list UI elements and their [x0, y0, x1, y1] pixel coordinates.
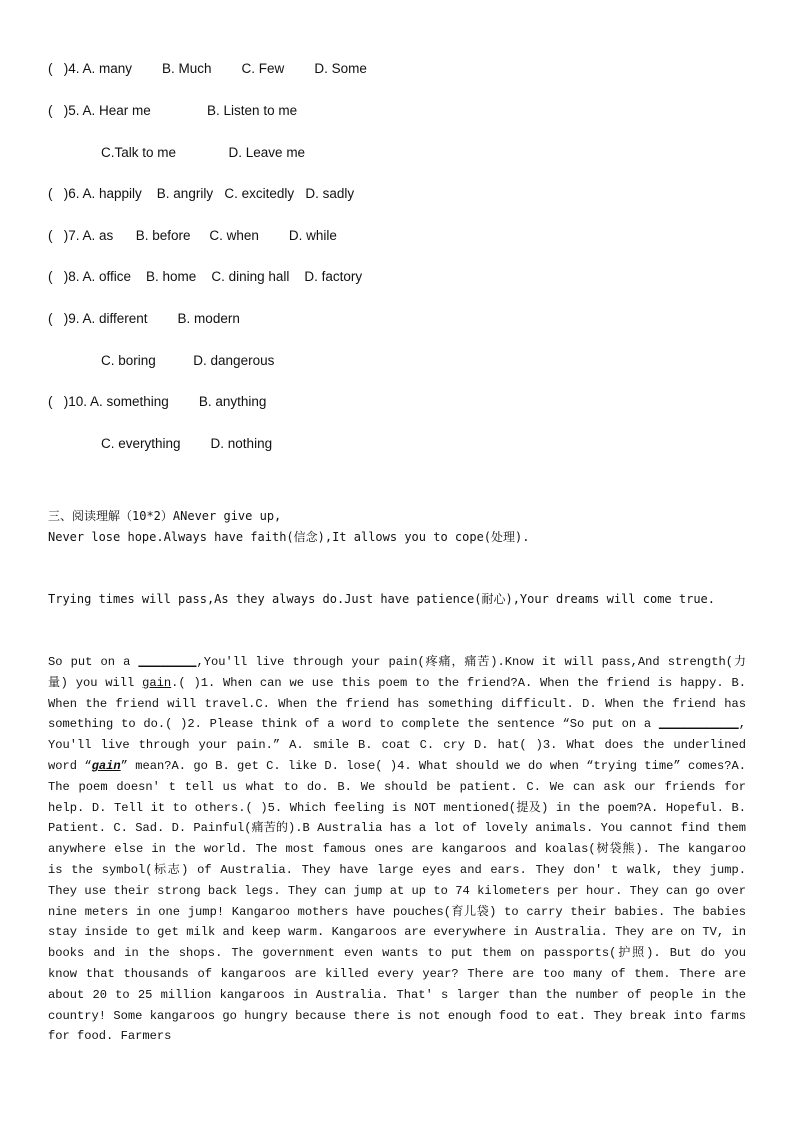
passage-remainder: ” mean?A. go B. get C. like D. lose( )4. What should we do when “trying time” comes?A. The poem doesn' t tell us what to do. B. We should be patient. C. We can ask our friends for help. D. Tell it to others.( )5. Which feeling is NOT mentioned(提及) in the poem?A. Hopeful. B. Patient. C. Sad. D. Painful(痛苦的).B Australia has a lot of lovely animals. You cannot find them anywhere else in the world. The most famous ones are kangaroos and koalas(树袋熊). The kangaroo is the symbol(标志) of Australia. They have large eyes and ears. They don' t walk, they jump. They use their strong back legs. They can jump at up to 74 kilometers per hour. They can go over nine meters in one jump! Kangaroo mothers have pouches(育儿袋) to carry their babies. The babies stay inside to get milk and keep warm. Kangaroos are everywhere in Australia. They are on TV, in books and in the shops. The government even wants to put them on passports(护照). But do you know that thousands of kangaroos are killed every year? There are too many of them. There are about 20 to 25 million kangaroos in Australia. That' s larger than the number of people in the country! Some kangaroos go hungry because there is not enough food to eat. They break into farms for food. Farmers — [48, 758, 747, 1044]
question-4-options: ( )4. A. many B. Much C. Few D. Some — [48, 61, 367, 76]
question-9-options-c-d: C. boring D. dangerous — [101, 353, 275, 368]
question-10-options-c-d: C. everything D. nothing — [101, 436, 273, 451]
question-7-options: ( )7. A. as B. before C. when D. while — [48, 228, 337, 243]
question-9-options-a-b: ( )9. A. different B. modern — [48, 311, 240, 326]
passage-start: So put on a — [48, 655, 139, 669]
passage-questions-2: , You'll live through your pain.” A. smile B. coat C. cry D. hat( )3. What does the underlined word “ — [48, 717, 746, 773]
answer-blank-2: ___________ — [658, 717, 739, 732]
emphasized-word-gain: gain — [91, 758, 121, 773]
passage-questions: .( )1. When can we use this poem to the friend?A. When the friend is happy. B. When the friend will travel.C. When the friend has something difficult. D. When the friend has something to do.( )2. Please think of a word to complete the sentence “So put on a — [48, 675, 746, 732]
question-5-options-c-d: C.Talk to me D. Leave me — [101, 145, 306, 160]
question-10-options-a-b: ( )10. A. something B. anything — [48, 394, 267, 409]
question-6-options: ( )6. A. happily B. angrily C. excitedly D. sadly — [48, 186, 355, 201]
question-5-options-a-b: ( )5. A. Hear me B. Listen to me — [48, 103, 298, 118]
question-8-options: ( )8. A. office B. home C. dining hall D. factory — [48, 269, 363, 284]
poem-line-2: Trying times will pass,As they always do.Just have patience(耐心),Your dreams will come true. — [48, 592, 715, 606]
answer-blank: ________ — [138, 655, 197, 669]
reading-section-heading: 三、阅读理解（10*2）ANever give up, — [48, 509, 282, 523]
reading-passage — [48, 652, 746, 1047]
passage-middle: ,You'll live through your pain(疼痛，痛苦).Know it will pass,And strength(力量) you will — [48, 655, 746, 690]
underlined-word-gain: gain — [142, 675, 172, 690]
poem-line-1: Never lose hope.Always have faith(信念),It allows you to cope(处理). — [48, 530, 530, 544]
